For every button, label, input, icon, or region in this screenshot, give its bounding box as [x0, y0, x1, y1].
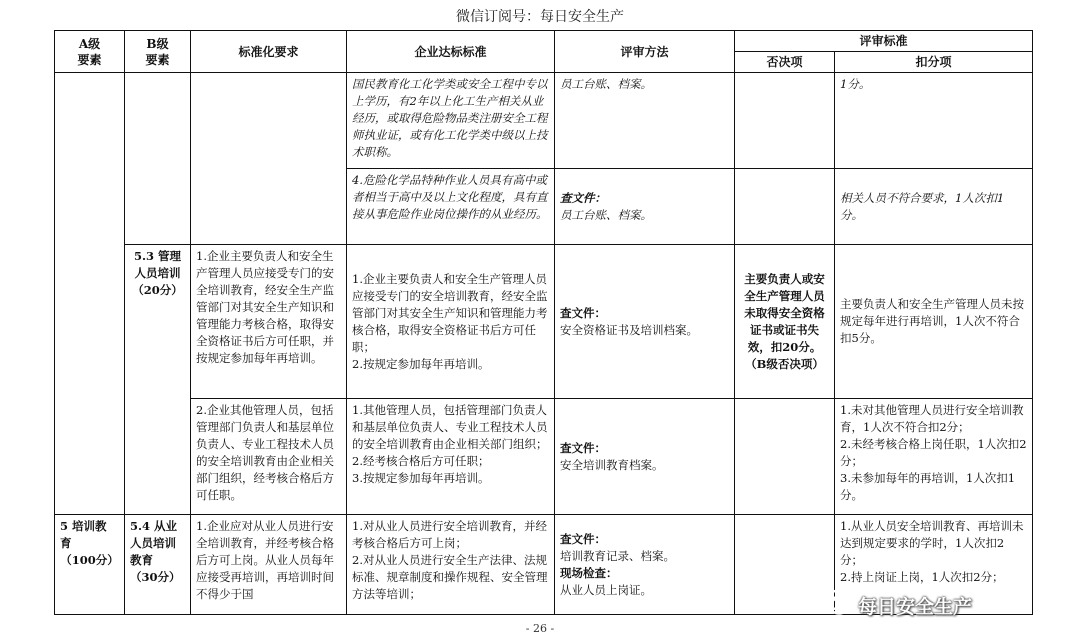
review-method-text: 员工台账、档案。	[560, 207, 652, 222]
b-element-cell: 5.4 从业 人员培训 教育 （30分）	[125, 515, 191, 615]
deduction-cell: 主要负责人和安全生产管理人员未按规定每年进行再培训，1人次不符合扣5分。	[835, 245, 1033, 399]
table-row	[55, 73, 1033, 169]
standard-req-cell: 1.企业主要负责人和安全生产管理人员应接受专门的安全培训教育，经安全生产监管部门对其安全生产知识和管理能力考核合格，取得安全资格证书后方可任职，并按规定参加每年再培训。	[191, 245, 347, 399]
table-row	[55, 399, 1033, 515]
enterprise-std-cell: 4.危险化学品特种作业人员具有高中或者相当于高中及以上文化程度，具有直接从事危险作业岗位操作的从业经历。	[347, 169, 555, 245]
review-method-title: 现场检查：	[560, 565, 618, 580]
b-element-cell	[125, 73, 191, 245]
review-method-text: 从业人员上岗证。	[560, 582, 652, 597]
watermark-text: 每日安全生产	[858, 596, 973, 618]
review-method-text: 安全培训教育档案。	[560, 457, 664, 472]
review-method-title: 查文件：	[560, 190, 606, 205]
standards-table	[54, 30, 1033, 615]
review-method-title: 查文件：	[560, 305, 606, 320]
header-deduction-item: 扣分项	[835, 52, 1033, 73]
review-method-title: 查文件：	[560, 531, 606, 546]
review-method-title: 查文件：	[560, 440, 606, 455]
standard-req-cell	[191, 73, 347, 245]
veto-cell	[735, 245, 835, 399]
veto-text: 主要负责人或安全生产管理人员未取得安全资格证书或证书失效，扣20分。	[744, 271, 825, 354]
b-element-cell: 5.3 管理 人员培训 （20分）	[125, 245, 191, 515]
veto-cell	[735, 169, 835, 245]
enterprise-std-cell: 1.其他管理人员，包括管理部门负责人和基层单位负责人、专业工程技术人员的安全培训教育由企业相关部门组织； 2.经考核合格后方可任职； 3.按规定参加每年再培训。	[347, 399, 555, 515]
standard-req-cell: 2.企业其他管理人员，包括管理部门负责人和基层单位负责人、专业工程技术人员的安全培训教育由企业相关部门组织，经考核合格后方可任职。	[191, 399, 347, 515]
review-method-cell	[555, 515, 735, 615]
header-b-element: B级 要素	[125, 31, 191, 73]
enterprise-std-cell: 1.对从业人员进行安全培训教育，并经考核合格后方可上岗； 2.对从业人员进行安全生产法律、法规标准、规章制度和操作规程、安全管理方法等培训；	[347, 515, 555, 615]
veto-note: （B级否决项）	[745, 356, 824, 371]
a-element-cell	[55, 73, 125, 515]
veto-cell	[735, 399, 835, 515]
review-method-cell	[555, 399, 735, 515]
review-method-cell: 员工台账、档案。	[555, 73, 735, 169]
page-caption: 微信订阅号：每日安全生产	[456, 9, 624, 25]
enterprise-std-cell: 国民教育化工化学类或安全工程中专以上学历，有2年以上化工生产相关从业经历，或取得危险物品类注册安全工程师执业证，或有化工化学类中级以上技术职称。	[347, 73, 555, 169]
header-a-element: A级 要素	[55, 31, 125, 73]
header-row-1	[55, 31, 1033, 52]
review-method-text: 培训教育记录、档案。	[560, 548, 675, 563]
deduction-cell: 1.未对其他管理人员进行安全培训教育，1人次不符合扣2分； 2.未经考核合格上岗任职，1人次扣2分； 3.未参加每年的再培训，1人次扣1分。	[835, 399, 1033, 515]
deduction-cell: 1分。	[835, 73, 1033, 169]
deduction-cell: 相关人员不符合要求，1人次扣1分。	[835, 169, 1033, 245]
deduction-cell: 1.从业人员安全培训教育、再培训未达到规定要求的学时，1人次扣2分； 2.持上岗证上岗，1人次扣2分；	[835, 515, 1033, 615]
standard-req-cell: 1.企业应对从业人员进行安全培训教育，并经考核合格后方可上岗。从业人员每年应接受再培训，再培训时间不得少于国	[191, 515, 347, 615]
watermark	[818, 586, 972, 625]
table-row	[55, 245, 1033, 399]
header-veto-item: 否决项	[735, 52, 835, 73]
enterprise-std-cell: 1.企业主要负责人和安全生产管理人员应接受专门的安全培训教育，经安全监管部门对其安全生产知识和管理能力考核合格，取得安全资格证书后方可任职； 2.按规定参加每年再培训。	[347, 245, 555, 399]
header-review-criteria: 评审标准	[735, 31, 1033, 52]
header-review-method: 评审方法	[555, 31, 735, 73]
review-method-cell	[555, 169, 735, 245]
wechat-icon	[818, 586, 852, 625]
a-element-cell: 5 培训教 育 （100分）	[55, 515, 125, 615]
review-method-text: 安全资格证书及培训档案。	[560, 322, 698, 337]
review-method-cell	[555, 245, 735, 399]
veto-cell	[735, 73, 835, 169]
page-number: - 26 -	[525, 622, 555, 635]
header-standard-requirement: 标准化要求	[191, 31, 347, 73]
header-enterprise-standard: 企业达标标准	[347, 31, 555, 73]
